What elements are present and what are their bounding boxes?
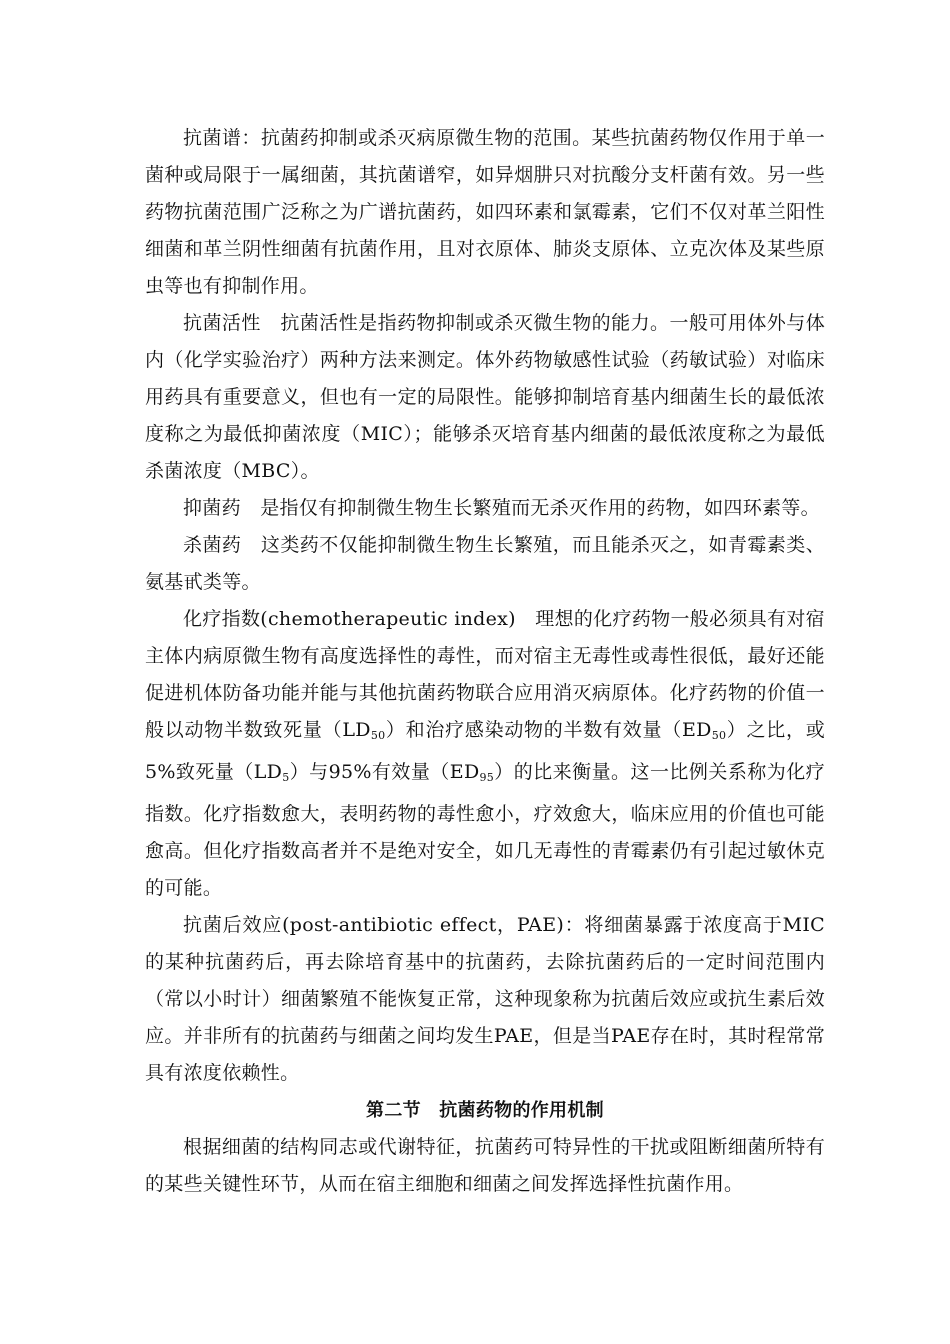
ci-text-5: ）的比来衡量。这一比例关系称为化疗指数。化疗指数愈大，表明药物的毒性愈小，疗效愈大，临床应用的价值也可能愈高。但化疗指数高者并不是绝对安全，如几无毒性的青霉素仍有引起过敏休克的可能。 (145, 761, 825, 899)
paragraph-chemotherapeutic-index (145, 601, 825, 907)
ci-text-3: ）之比，或5%致死量（LD (145, 719, 825, 783)
term-antibacterial-activity: 抗菌活性 (183, 312, 261, 334)
term-bacteriostatic: 抑菌药 (183, 497, 241, 519)
paragraph-antibacterial-activity (145, 305, 825, 490)
paragraph-antibacterial-spectrum: 抗菌谱：抗菌药抑制或杀灭病原微生物的范围。某些抗菌药物仅作用于单一菌种或局限于一属细菌，其抗菌谱窄，如异烟肼只对抗酸分支杆菌有效。另一些药物抗菌范围广泛称之为广谱抗菌药，如四环素和氯霉素，它们不仅对革兰阳性细菌和革兰阴性细菌有抗菌作用，且对衣原体、肺炎支原体、立克次体及某些原虫等也有抑制作用。 (145, 127, 825, 297)
subscript-ld5: 5 (282, 771, 290, 784)
term-bactericidal: 杀菌药 (183, 534, 242, 556)
section-heading: 第二节 抗菌药物的作用机制 (366, 1100, 604, 1121)
paragraph-post-antibiotic-effect: 抗菌后效应(post-antibiotic effect，PAE)：将细菌暴露于浓度高于MIC的某种抗菌药后，再去除培育基中的抗菌药，去除抗菌药后的一定时间范围内（常以小时计）细菌繁殖不能恢复正常，这种现象称为抗菌后效应或抗生素后效应。并非所有的抗菌药与细菌之间均发生PAE，但是当PAE存在时，其时程常常具有浓度依赖性。 (145, 914, 825, 1084)
paragraph-mechanism: 根据细菌的结构同志或代谢特征，抗菌药可特异性的干扰或阻断细菌所特有的某些关键性环节，从而在宿主细胞和细菌之间发挥选择性抗菌作用。 (145, 1136, 825, 1195)
term-chemotherapeutic-index: 化疗指数(chemotherapeutic index) (183, 608, 516, 630)
subscript-ed50: 50 (711, 729, 727, 742)
paragraph-bactericidal (145, 527, 825, 601)
ci-text-2: ）和治疗感染动物的半数有效量（ED (385, 719, 712, 741)
definition-bacteriostatic: 是指仅有抑制微生物生长繁殖而无杀灭作用的药物，如四环素等。 (260, 497, 820, 519)
document-body (145, 120, 825, 1203)
paragraph-bacteriostatic (145, 490, 825, 527)
ci-text-1: 理想的化疗药物一般必须具有对宿主体内病原微生物有高度选择性的毒性，而对宿主无毒性或毒性很低，最好还能促进机体防备功能并能与其他抗菌药物联合应用消灭病原体。化疗药物的价值一般以动物半数致死量（LD (145, 608, 825, 741)
definition-bactericidal: 这类药不仅能抑制微生物生长繁殖，而且能杀灭之，如青霉素类、氨基甙类等。 (145, 534, 826, 593)
definition-antibacterial-activity: 抗菌活性是指药物抑制或杀灭微生物的能力。一般可用体外与体内（化学实验治疗）两种方法来测定。体外药物敏感性试验（药敏试验）对临床用药具有重要意义，但也有一定的局限性。能够抑制培育基内细菌生长的最低浓度称之为最低抑菌浓度（MIC）；能够杀灭培育基内细菌的最低浓度称之为最低杀菌浓度（MBC）。 (145, 312, 825, 482)
subscript-ed95: 95 (479, 771, 495, 784)
subscript-ld50: 50 (370, 729, 386, 742)
ci-text-4: ）与95%有效量（ED (289, 761, 480, 783)
